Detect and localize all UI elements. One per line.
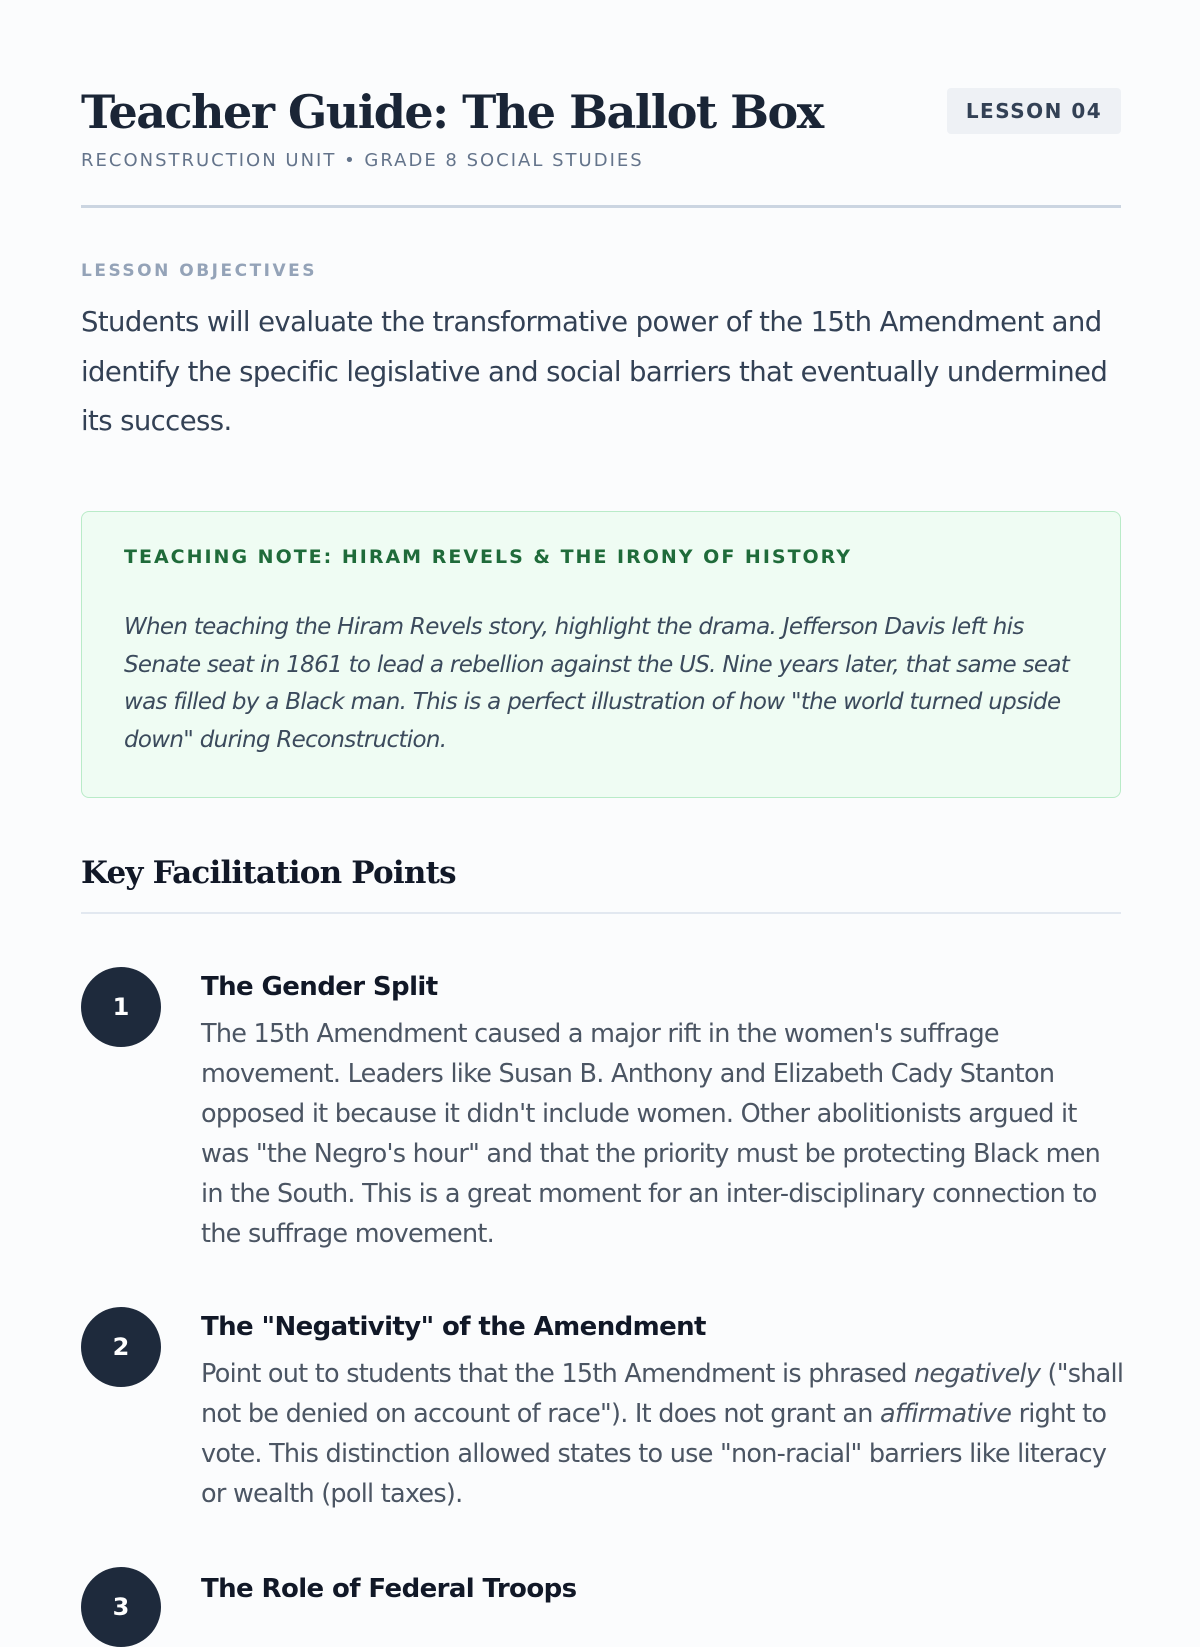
lesson-badge: LESSON 04 xyxy=(947,88,1121,134)
objectives-text: Students will evaluate the transformative power of the 15th Amendment and identify the specific legislative and social barriers that eventually undermined its success. xyxy=(81,306,1108,437)
guide-header xyxy=(81,0,1121,208)
point-number-badge: 1 xyxy=(81,967,161,1047)
page-title: Teacher Guide: The Ballot Box xyxy=(81,85,823,139)
teacher-guide-page xyxy=(81,0,1124,1621)
point-body xyxy=(201,1354,1126,1514)
teaching-note-text: When teaching the Hiram Revels story, highlight the drama. Jefferson Davis left his Senate seat in 1861 to lead a rebellion against the US. Nine years later, that same seat was filled by a Black man. This is a perfect illustration of how "the world turned upside down" during Reconstruction. xyxy=(124,614,1070,753)
objectives-label: LESSON OBJECTIVES xyxy=(81,261,318,281)
point-number-badge: 2 xyxy=(81,1307,161,1387)
facilitation-heading: Key Facilitation Points xyxy=(81,855,456,891)
teaching-note-title: TEACHING NOTE: HIRAM REVELS & THE IRONY OF HISTORY xyxy=(124,546,853,568)
facilitation-divider xyxy=(81,912,1121,914)
point-title: The Gender Split xyxy=(201,972,438,1002)
point-body-emphasis: negatively xyxy=(914,1359,1041,1389)
point-body-text: Point out to students that the 15th Amendment is phrased xyxy=(201,1359,914,1389)
point-title: The "Negativity" of the Amendment xyxy=(201,1312,706,1342)
teaching-note-callout xyxy=(81,511,1121,798)
point-body-text: right to vote. This distinction allowed states to use "non-racial" barriers like literacy or wealth (poll taxes). xyxy=(201,1399,1107,1509)
point-number-badge: 3 xyxy=(81,1567,161,1647)
point-title: The Role of Federal Troops xyxy=(201,1574,577,1604)
unit-subtitle: RECONSTRUCTION UNIT • GRADE 8 SOCIAL STUDIES xyxy=(81,150,644,171)
point-body-text: ("shall not be denied on account of race"). It does not grant an xyxy=(201,1359,1124,1429)
point-body: The 15th Amendment caused a major rift in the women's suffrage movement. Leaders like Susan B. Anthony and Elizabeth Cady Stanton opposed it because it didn't include women. Other abolitionists argued it was "the Negro's hour" and that the priority must be protecting Black men in the South. This is a great moment for an inter-disciplinary connection to the suffrage movement. xyxy=(201,1019,1101,1249)
point-body-emphasis: affirmative xyxy=(879,1399,1012,1429)
